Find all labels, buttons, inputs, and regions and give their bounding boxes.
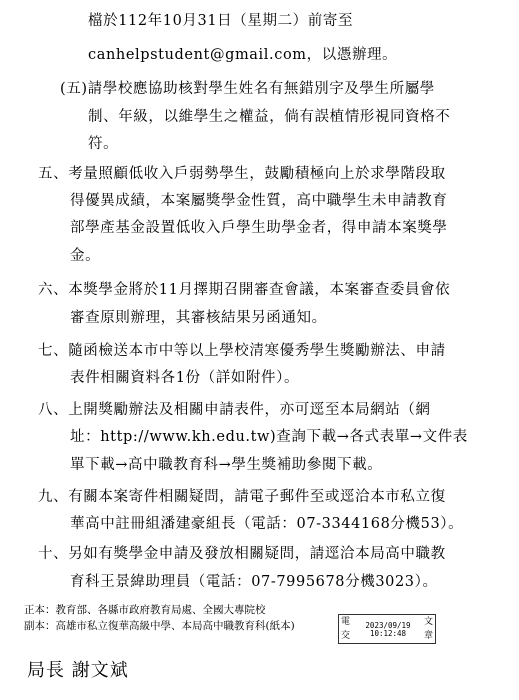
- body-line: 八、上開獎勵辦法及相關申請表件，亦可逕至本局網站（網: [38, 402, 431, 418]
- body-line: 金。: [70, 248, 101, 264]
- body-line: 九、有關本案寄件相關疑問，請電子郵件至或逕洽本市私立復: [38, 489, 446, 505]
- body-line: 華高中註冊組潘建豪組長（電話：07-3344168分機53）。: [70, 516, 464, 532]
- stamp-time: 10:12:48: [369, 629, 407, 638]
- body-line: 審查原則辦理，其審核結果另函通知。: [70, 310, 327, 326]
- body-line: 七、隨函檢送本市中等以上學校清寒優秀學生獎勵辦法、申請: [38, 343, 446, 359]
- dispatch-stamp: [338, 614, 436, 644]
- body-line: 五、考量照顧低收入戶弱勢學生，鼓勵積極向上於求學階段取: [38, 166, 446, 182]
- body-line: 制、年級，以維學生之權益，倘有誤植情形視同資格不: [88, 109, 451, 125]
- body-line: 單下載→高中職教育科→學生獎補助參閱下載。: [70, 457, 383, 473]
- stamp-corner: 文: [423, 617, 433, 627]
- body-line: 符。: [88, 136, 119, 152]
- stamp-corner: 電: [341, 617, 351, 627]
- body-line: 址：http://www.kh.edu.tw)查詢下載→各式表單→文件表: [70, 429, 468, 445]
- signature: 局長 謝文斌: [27, 660, 129, 681]
- stamp-corner: 章: [423, 631, 433, 641]
- body-line: 檔於112年10月31日（星期二）前寄至: [88, 13, 354, 29]
- body-line: 六、本獎學金將於11月擇期召開審查會議，本案審查委員會依: [38, 282, 451, 298]
- body-line: 表件相關資料各1份（詳如附件）。: [70, 370, 300, 386]
- body-line: (五)請學校應協助核對學生姓名有無錯別字及學生所屬學: [60, 81, 435, 97]
- body-line: 部學產基金設置低收入戶學生助學金者，得申請本案獎學: [70, 220, 448, 236]
- distribution-copy: 副本：高雄市私立復華高級中學、本局高中職教育科(紙本): [24, 620, 295, 632]
- distribution-primary: 正本：教育部、各縣市政府教育局處、全國大專院校: [24, 604, 266, 616]
- body-line: 得優異成績，本案屬獎學金性質，高中職學生未申請教育: [70, 193, 448, 209]
- stamp-corner: 交: [341, 631, 351, 641]
- body-line: 育科王景緯助理員（電話：07-7995678分機3023）。: [70, 574, 438, 590]
- body-line: canhelpstudent@gmail.com，以憑辦理。: [88, 47, 398, 63]
- body-line: 十、另如有獎學金申請及發放相關疑問，請逕洽本局高中職教: [38, 546, 446, 562]
- stamp-date: 2023/09/19: [365, 621, 411, 630]
